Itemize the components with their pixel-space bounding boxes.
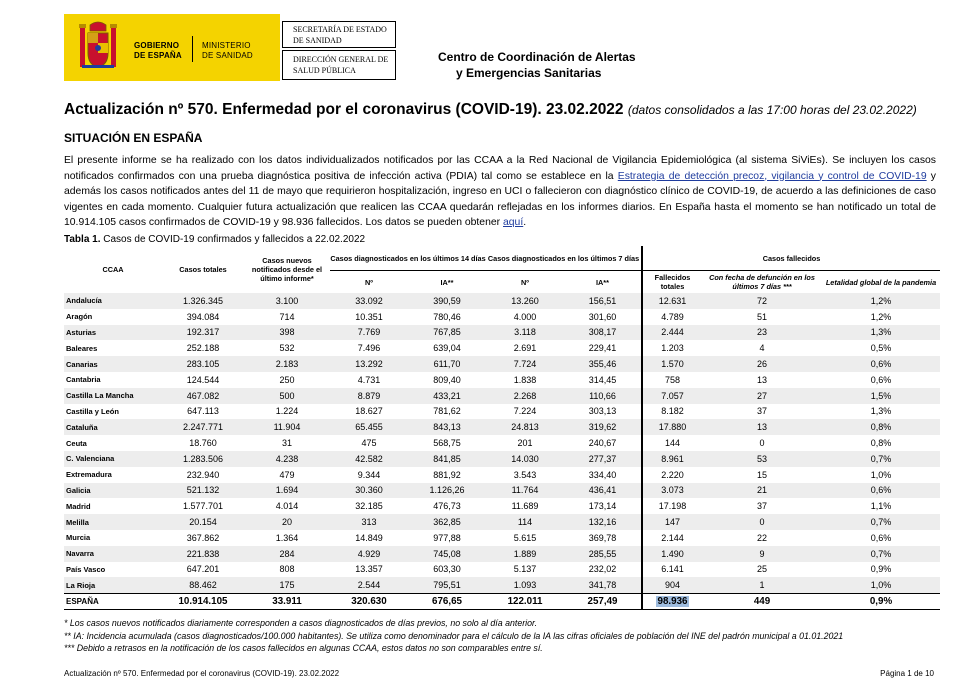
footnotes [64,617,843,655]
cell-n-14: 7.769 [330,325,408,341]
cell-n-7: 2.691 [513,343,537,354]
cell-casos-totales: 394.084 [186,311,220,322]
cell-fallecidos-7: 21 [702,483,822,499]
estrategia-link[interactable]: Estrategia de detección precoz, vigilancia y control de COVID-19 [617,170,927,182]
cell-letalidad: 0,7% [822,546,940,562]
cell-region: Murcia [66,533,91,543]
header-7dias: Casos diagnosticados en los últimos 7 días [486,246,642,271]
cell-n-7: 2.268 [486,388,564,404]
cell-fallecidos-totales: 8.961 [642,451,702,467]
total-n-7: 122.011 [486,594,564,610]
cell-fallecidos-totales: 1.570 [642,356,702,372]
cell-casos-totales: 1.283.506 [162,451,244,467]
cell-ia-7: 303,13 [588,406,617,417]
cell-casos-nuevos: 500 [244,388,330,404]
cell-n-14: 4.731 [357,374,381,385]
footnote-2: ** IA: Incidencia acumulada (casos diagnosticados/100.000 habitantes). Se utiliza como denominador para el cálculo de la IA las cifras oficiales de población del INE del padrón municipal a 01.01.2021 [64,630,844,641]
cell-letalidad: 0,9% [870,564,892,575]
header-nuevos: Casos nuevos notificados desde el último informe* [251,256,323,283]
cell-letalidad: 0,6% [870,532,892,543]
cell-ia-7: 436,41 [564,483,642,499]
cell-letalidad: 0,8% [870,438,892,449]
header-ccaa: CCAA [102,265,124,274]
cell-region: Galicia [64,483,162,499]
cell-region: País Vasco [66,564,106,574]
cell-region: Baleares [66,343,98,353]
cell-n-7: 13.260 [486,293,564,309]
cell-n-7: 4.000 [513,311,537,322]
table-caption: Tabla 1. Casos de COVID-19 confirmados y fallecidos a 22.02.2022 [64,234,366,245]
cell-ia-7: 308,17 [564,325,642,341]
cell-ia-7: 173,14 [588,501,617,512]
cell-letalidad: 0,6% [822,356,940,372]
cell-n-14: 475 [361,438,377,449]
cell-fallecidos-totales: 147 [642,514,702,530]
cell-fallecidos-7: 22 [756,532,767,543]
cell-n-7: 5.615 [513,532,537,543]
coat-of-arms-icon [78,21,118,73]
cell-casos-totales: 252.188 [186,343,220,354]
total-region: ESPAÑA [64,594,162,610]
cell-casos-nuevos: 31 [281,438,292,449]
cell-fallecidos-7: 72 [702,293,822,309]
cell-casos-totales: 88.462 [162,577,244,593]
header-fallecidos-totales: Fallecidos totales [642,271,702,294]
cell-n-14: 42.582 [330,451,408,467]
cell-letalidad: 1,2% [822,293,940,309]
cell-casos-totales: 367.862 [186,532,220,543]
table-row [64,356,940,372]
cell-n-14: 313 [330,514,408,530]
cell-fallecidos-totales: 7.057 [642,388,702,404]
cell-fallecidos-7: 25 [756,564,767,575]
cell-casos-nuevos: 479 [279,469,295,480]
cell-n-14: 33.092 [330,293,408,309]
cell-ia-14: 795,51 [408,577,486,593]
cell-n-7: 11.689 [511,501,539,512]
cell-ia-7: 355,46 [564,356,642,372]
footer-left: Actualización nº 570. Enfermedad por el coronavirus (COVID-19). 23.02.2022 [64,669,340,678]
cell-ia-7: 110,66 [564,388,642,404]
cell-letalidad: 1,1% [870,501,892,512]
cell-letalidad: 1,3% [870,406,892,417]
cell-casos-totales: 521.132 [162,483,244,499]
cell-fallecidos-7: 13 [756,374,767,385]
cell-region: C. Valenciana [64,451,162,467]
cell-letalidad: 0,7% [822,451,940,467]
cell-n-7: 1.838 [513,374,537,385]
secretaria-box: SECRETARÍA DE ESTADO DE SANIDAD [282,21,396,48]
cell-fallecidos-7: 0 [759,438,765,449]
cell-n-7: 114 [486,514,564,530]
cell-casos-totales: 647.201 [186,564,220,575]
cell-n-7: 11.764 [486,483,564,499]
cell-casos-totales: 2.247.771 [162,419,244,435]
cell-ia-14: 568,75 [433,438,461,449]
cell-ia-14: 767,85 [408,325,486,341]
total-fallecidos-7: 449 [702,594,822,610]
cell-casos-totales: 221.838 [162,546,244,562]
cell-n-14: 65.455 [330,419,408,435]
cell-n-7: 5.137 [513,564,537,575]
cell-casos-totales: 124.544 [186,374,220,385]
cell-ia-7: 341,78 [564,577,642,593]
cell-region: Aragón [66,312,93,322]
total-ia-14: 676,65 [408,594,486,610]
cell-fallecidos-7: 27 [702,388,822,404]
cell-fallecidos-7: 53 [702,451,822,467]
cell-ia-14: 603,30 [433,564,461,575]
page-number: Página 1 de 10 [880,669,934,678]
table-total-row [64,594,940,610]
cell-fallecidos-7: 0 [702,514,822,530]
cell-ia-7: 314,45 [588,374,617,385]
cell-letalidad: 0,6% [870,374,892,385]
cell-casos-totales: 647.113 [187,406,219,417]
cell-ia-14: 780,46 [433,311,461,322]
cell-ia-7: 319,62 [564,419,642,435]
cell-n-14: 2.544 [330,577,408,593]
header-ia14: IA** [440,277,454,287]
table-row [64,514,940,530]
cell-region: Canarias [64,356,162,372]
logo-divider [192,36,193,62]
cell-casos-nuevos: 714 [279,311,295,322]
cell-ia-14: 745,08 [408,546,486,562]
footnote-3: *** Debido a retrasos en la notificación de los casos fallecidos en algunas CCAA, estos datos no son comparables entre sí. [64,643,543,653]
cell-casos-totales: 18.760 [189,438,217,449]
total-letalidad: 0,9% [822,594,940,610]
cell-n-7: 7.224 [513,406,537,417]
header-14dias: Casos diagnosticados en los últimos 14 días [330,246,486,271]
table-row [64,404,940,420]
header-fallecidos: Casos fallecidos [642,246,940,271]
cell-region: Cataluña [64,419,162,435]
aqui-link[interactable]: aquí [503,217,524,228]
cell-n-14: 4.929 [330,546,408,562]
cell-n-7: 14.030 [486,451,564,467]
cell-ia-7: 334,40 [588,469,617,480]
cell-fallecidos-totales: 12.631 [642,293,702,309]
cell-n-7: 201 [517,438,533,449]
cell-letalidad: 0,8% [822,419,940,435]
page-title: Actualización nº 570. Enfermedad por el coronavirus (COVID-19). 23.02.2022 (datos consolidados a las 17:00 horas del 23.02.2022) [64,101,917,118]
cell-ia-7: 369,78 [588,532,617,543]
cell-n-14: 13.357 [355,564,383,575]
cell-casos-totales: 232.940 [186,469,220,480]
cell-n-7: 7.724 [486,356,564,372]
cell-fallecidos-totales: 2.220 [642,467,702,483]
cell-n-7: 24.813 [486,419,564,435]
cell-casos-nuevos: 4.238 [244,451,330,467]
cell-casos-nuevos: 1.364 [275,532,299,543]
table-row [64,467,940,483]
cell-ia-7: 229,41 [588,343,617,354]
cell-ia-14: 611,70 [408,356,486,372]
table-row [64,546,940,562]
gobierno-text: GOBIERNO DE ESPAÑA [134,41,182,60]
cell-n-14: 13.292 [330,356,408,372]
cell-region: Melilla [64,514,162,530]
cell-ia-14: 781,62 [433,406,461,417]
cell-ia-7: 301,60 [588,311,617,322]
cell-casos-nuevos: 808 [279,564,295,575]
cell-region: La Rioja [64,577,162,593]
cell-casos-nuevos: 3.100 [244,293,330,309]
cell-region: Navarra [64,546,162,562]
cell-n-7: 3.543 [513,469,537,480]
cell-casos-totales: 1.577.701 [182,501,224,512]
cell-region: Ceuta [66,438,87,448]
cell-casos-nuevos: 4.014 [275,501,299,512]
cell-n-7: 1.093 [486,577,564,593]
cell-letalidad: 1,2% [870,311,892,322]
cell-region: Cantabria [66,375,101,385]
cell-casos-nuevos: 11.904 [244,419,330,435]
centro-title: Centro de Coordinación de Alertas y Emergencias Sanitarias [438,50,636,80]
cell-ia-7: 277,37 [564,451,642,467]
cell-fallecidos-7: 1 [702,577,822,593]
cell-region: Asturias [64,325,162,341]
header-letalidad: Letalidad global de la pandemia [825,277,937,287]
section-heading: SITUACIÓN EN ESPAÑA [64,131,203,145]
cell-casos-totales: 192.317 [162,325,244,341]
cell-fallecidos-totales: 904 [642,577,702,593]
cell-n-14: 14.849 [355,532,383,543]
cell-casos-nuevos: 284 [244,546,330,562]
cell-ia-7: 285,55 [564,546,642,562]
cell-casos-nuevos: 398 [244,325,330,341]
cell-n-7: 1.889 [486,546,564,562]
cell-region: Andalucía [64,293,162,309]
cell-fallecidos-totales: 758 [642,372,702,388]
cell-ia-14: 843,13 [408,419,486,435]
total-ia-7: 257,49 [564,594,642,610]
table-row [64,340,940,356]
cell-n-14: 9.344 [357,469,381,480]
header-n14: Nº [365,277,373,287]
cell-casos-nuevos: 250 [279,374,295,385]
cell-ia-14: 433,21 [408,388,486,404]
cell-fallecidos-totales: 2.444 [642,325,702,341]
cell-casos-totales: 20.154 [162,514,244,530]
table-row [64,435,940,451]
cell-fallecidos-7: 37 [756,406,767,417]
cell-ia-14: 362,85 [408,514,486,530]
cell-region: Extremadura [66,470,112,480]
header-fallecidos-7dias: Con fecha de defunción en los últimos 7 días *** [709,273,815,291]
highlighted-fallecidos: 98.936 [657,596,688,608]
cell-casos-nuevos: 2.183 [244,356,330,372]
cell-ia-14: 881,92 [433,469,461,480]
cell-n-14: 8.879 [330,388,408,404]
cell-fallecidos-totales: 1.203 [642,340,702,356]
cell-n-14: 7.496 [357,343,381,354]
table-row [64,562,940,578]
header-ia7: IA** [596,277,609,287]
header-n7: Nº [521,277,529,287]
cell-ia-14: 1.126,26 [408,483,486,499]
cell-n-14: 32.185 [355,501,383,512]
cell-casos-totales: 1.326.345 [162,293,244,309]
cell-ia-7: 240,67 [588,438,617,449]
header-total: Casos totales [179,265,227,274]
cell-letalidad: 1,0% [822,577,940,593]
cell-casos-totales: 283.105 [162,356,244,372]
cell-fallecidos-totales: 2.144 [642,530,702,546]
table-row [64,419,940,435]
table-row [64,293,940,309]
cell-fallecidos-totales: 8.182 [642,404,702,420]
government-logo [64,14,280,81]
cell-region: Castilla y León [66,406,119,416]
cell-letalidad: 1,5% [822,388,940,404]
table-row [64,498,940,514]
cell-ia-14: 476,73 [433,501,461,512]
table-row [64,388,940,404]
cell-casos-nuevos: 175 [244,577,330,593]
cell-region: Castilla La Mancha [64,388,162,404]
cell-ia-14: 809,40 [433,374,461,385]
cell-casos-nuevos: 20 [244,514,330,530]
table-row [64,325,940,341]
cell-n-14: 18.627 [355,406,383,417]
cell-fallecidos-7: 4 [759,343,765,354]
cell-ia-7: 156,51 [564,293,642,309]
cell-fallecidos-7: 15 [756,469,767,480]
table-row [64,451,940,467]
total-casos-nuevos: 33.911 [244,594,330,610]
cell-letalidad: 0,5% [870,343,892,354]
cell-n-7: 3.118 [486,325,564,341]
cell-fallecidos-7: 51 [756,311,767,322]
cell-fallecidos-totales: 6.141 [642,562,702,578]
cell-fallecidos-7: 37 [756,501,767,512]
cell-letalidad: 0,7% [822,514,940,530]
total-fallecidos-totales [642,594,702,610]
cell-fallecidos-totales: 144 [642,435,702,451]
total-casos-totales: 10.914.105 [162,594,244,610]
table-row [64,577,940,593]
covid-table [64,246,940,610]
table-row [64,309,940,325]
cell-letalidad: 1,3% [822,325,940,341]
cell-fallecidos-totales: 17.880 [642,419,702,435]
cell-fallecidos-7: 9 [702,546,822,562]
cell-casos-totales: 467.082 [162,388,244,404]
cell-n-14: 30.360 [330,483,408,499]
table-row [64,483,940,499]
table-row [64,530,940,546]
cell-ia-14: 639,04 [433,343,461,354]
intro-paragraph: El presente informe se ha realizado con los datos individualizados notificados por las CCAA a la Red Nacional de Vigilancia Epidemiológica (al sistema SiViEs). Se incluyen los casos notificados confirmados con una prueba diagnóstica positiva de infección activa (PDIA) tal como se establece en la Estrategia de detección precoz, vigilancia y control de COVID-19 y además los casos notificados antes del 11 de mayo que requirieron hospitalización, ingreso en UCI o fallecieron con diagnóstico clínico de COVID-19, de acuerdo a las definiciones de caso vigentes en cada momento. Cualquier futura actualización que realicen las CCAA quedarán reflejadas en los informes diarios. En España hasta el momento se han notificado un total de 10.914.105 casos confirmados de COVID-19 y 98.936 fallecidos. Los datos se pueden obtener aquí. [64,155,936,228]
cell-ia-7: 132,16 [564,514,642,530]
cell-fallecidos-totales: 3.073 [642,483,702,499]
cell-ia-7: 232,02 [588,564,617,575]
ministerio-text: MINISTERIO DE SANIDAD [202,41,253,60]
cell-ia-14: 841,85 [408,451,486,467]
cell-casos-nuevos: 1.694 [244,483,330,499]
cell-fallecidos-totales: 1.490 [642,546,702,562]
cell-fallecidos-7: 13 [702,419,822,435]
direccion-box: DIRECCIÓN GENERAL DE SALUD PÚBLICA [282,50,396,80]
cell-ia-14: 977,88 [433,532,461,543]
title-subtitle: (datos consolidados a las 17:00 horas del 23.02.2022) [627,103,917,117]
cell-n-14: 10.351 [355,311,383,322]
cell-ia-14: 390,59 [408,293,486,309]
cell-casos-nuevos: 1.224 [275,406,299,417]
cell-letalidad: 0,6% [822,483,940,499]
cell-letalidad: 1,0% [870,469,892,480]
cell-casos-nuevos: 532 [279,343,295,354]
footnote-1: * Los casos nuevos notificados diariamente corresponden a casos diagnosticados de días previos, no solo al día anterior. [64,618,538,628]
cell-fallecidos-totales: 17.198 [642,498,702,514]
cell-region: Madrid [66,501,91,511]
cell-fallecidos-7: 23 [702,325,822,341]
table-row [64,372,940,388]
cell-fallecidos-7: 26 [702,356,822,372]
cell-fallecidos-totales: 4.789 [642,309,702,325]
total-n-14: 320.630 [330,594,408,610]
